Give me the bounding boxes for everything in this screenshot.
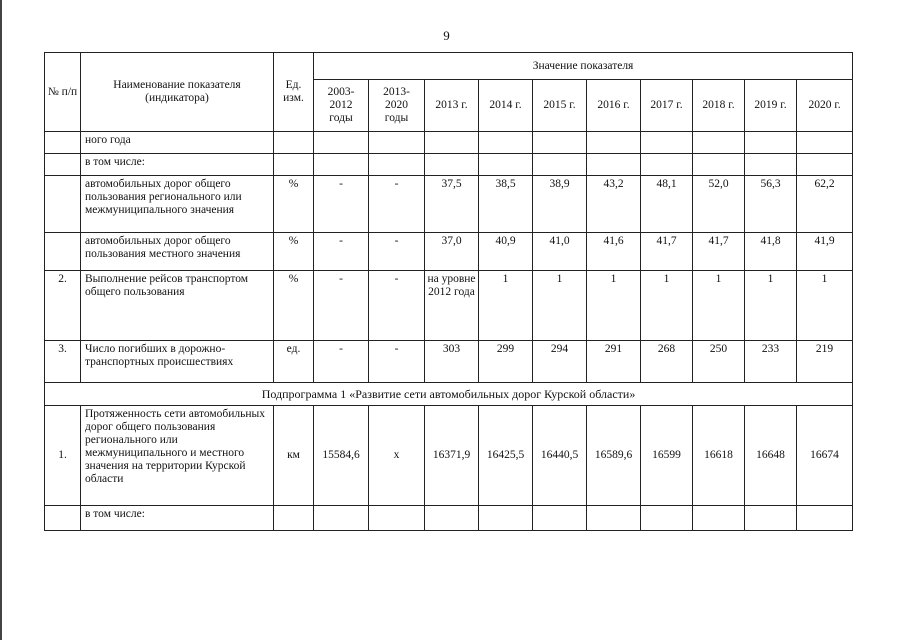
cell-value: 48,1: [641, 176, 693, 233]
cell-value: [533, 132, 587, 154]
col-header-period: 2020 г.: [797, 80, 853, 132]
table-row: [45, 154, 853, 176]
cell-value: [479, 506, 533, 531]
cell-value: 16371,9: [425, 406, 479, 506]
cell-value: 37,5: [425, 176, 479, 233]
cell-value: 62,2: [797, 176, 853, 233]
cell-value: -: [314, 341, 369, 383]
cell-value: 16589,6: [587, 406, 641, 506]
cell-value: -: [369, 271, 425, 341]
col-header-period: 2019 г.: [745, 80, 797, 132]
cell-value: [314, 154, 369, 176]
col-header-group: Значение показателя: [314, 53, 853, 80]
cell-value: [641, 132, 693, 154]
cell-value: [425, 154, 479, 176]
cell-unit: %: [274, 271, 314, 341]
cell-num: [45, 132, 81, 154]
cell-num: 2.: [45, 271, 81, 341]
subprogram-title: Подпрограмма 1 «Развитие сети автомобильных дорог Курской области»: [45, 383, 853, 406]
cell-value: [745, 506, 797, 531]
col-header-name: Наименование показателя (индикатора): [81, 53, 274, 132]
cell-value: 16440,5: [533, 406, 587, 506]
cell-unit: %: [274, 176, 314, 233]
cell-value: 1: [745, 271, 797, 341]
cell-indicator-name: в том числе:: [81, 506, 274, 531]
cell-value: 250: [693, 341, 745, 383]
table-row: [45, 341, 853, 383]
cell-value: [369, 506, 425, 531]
col-header-period: 2003-2012 годы: [314, 80, 369, 132]
cell-value: 1: [479, 271, 533, 341]
cell-value: 43,2: [587, 176, 641, 233]
cell-num: [45, 233, 81, 271]
cell-value: 303: [425, 341, 479, 383]
cell-value: 15584,6: [314, 406, 369, 506]
cell-value: 16648: [745, 406, 797, 506]
col-header-period: 2018 г.: [693, 80, 745, 132]
cell-num: 3.: [45, 341, 81, 383]
table-row: [45, 406, 853, 506]
cell-num: 1.: [45, 406, 81, 506]
cell-indicator-name: Выполнение рейсов транспортом общего пользования: [81, 271, 274, 341]
cell-value: [745, 132, 797, 154]
cell-value: [369, 132, 425, 154]
cell-unit: ед.: [274, 341, 314, 383]
col-header-period: 2013-2020 годы: [369, 80, 425, 132]
cell-value: [797, 154, 853, 176]
cell-value: 52,0: [693, 176, 745, 233]
col-header-period: 2016 г.: [587, 80, 641, 132]
cell-value: -: [314, 176, 369, 233]
cell-value: [693, 154, 745, 176]
cell-value: 41,9: [797, 233, 853, 271]
cell-value: -: [369, 233, 425, 271]
cell-unit: %: [274, 233, 314, 271]
col-header-unit: Ед. изм.: [274, 53, 314, 132]
cell-unit: [274, 506, 314, 531]
cell-value: 291: [587, 341, 641, 383]
cell-value: [587, 506, 641, 531]
cell-value: -: [314, 233, 369, 271]
cell-value: 1: [533, 271, 587, 341]
cell-value: [745, 154, 797, 176]
cell-value: на уровне 2012 года: [425, 271, 479, 341]
cell-value: 38,5: [479, 176, 533, 233]
table-row: [45, 132, 853, 154]
cell-value: 38,9: [533, 176, 587, 233]
cell-value: 219: [797, 341, 853, 383]
indicators-table: [44, 52, 853, 531]
cell-value: 37,0: [425, 233, 479, 271]
cell-indicator-name: автомобильных дорог общего пользования регионального или межмуниципального значения: [81, 176, 274, 233]
cell-value: 233: [745, 341, 797, 383]
table-row: [45, 271, 853, 341]
cell-value: [693, 506, 745, 531]
cell-value: 41,6: [587, 233, 641, 271]
cell-value: 16599: [641, 406, 693, 506]
cell-value: 16425,5: [479, 406, 533, 506]
cell-unit: [274, 132, 314, 154]
col-header-period: 2013 г.: [425, 80, 479, 132]
cell-value: [533, 154, 587, 176]
cell-value: [693, 132, 745, 154]
cell-value: -: [314, 271, 369, 341]
cell-value: 41,8: [745, 233, 797, 271]
col-header-period: 2015 г.: [533, 80, 587, 132]
cell-value: [587, 132, 641, 154]
cell-value: [641, 506, 693, 531]
cell-value: [314, 506, 369, 531]
cell-value: 268: [641, 341, 693, 383]
cell-value: 1: [587, 271, 641, 341]
cell-num: [45, 176, 81, 233]
cell-indicator-name: автомобильных дорог общего пользования местного значения: [81, 233, 274, 271]
cell-value: [797, 132, 853, 154]
cell-value: [314, 132, 369, 154]
cell-unit: [274, 154, 314, 176]
col-header-num: № п/п: [45, 53, 81, 132]
table-row: [45, 176, 853, 233]
cell-unit: км: [274, 406, 314, 506]
cell-value: [479, 132, 533, 154]
col-header-period: 2017 г.: [641, 80, 693, 132]
cell-value: [425, 506, 479, 531]
cell-value: х: [369, 406, 425, 506]
table-row: [45, 233, 853, 271]
cell-indicator-name: ного года: [81, 132, 274, 154]
cell-value: 1: [693, 271, 745, 341]
cell-num: [45, 506, 81, 531]
cell-value: 40,9: [479, 233, 533, 271]
cell-value: -: [369, 341, 425, 383]
table-row: [45, 506, 853, 531]
cell-indicator-name: в том числе:: [81, 154, 274, 176]
cell-value: [797, 506, 853, 531]
cell-indicator-name: Число погибших в дорожно-транспортных происшествиях: [81, 341, 274, 383]
cell-value: 41,7: [641, 233, 693, 271]
page-left-edge: [0, 0, 2, 640]
cell-value: 41,0: [533, 233, 587, 271]
cell-value: [641, 154, 693, 176]
cell-num: [45, 154, 81, 176]
cell-value: [479, 154, 533, 176]
cell-value: 16674: [797, 406, 853, 506]
cell-value: 16618: [693, 406, 745, 506]
cell-value: 1: [641, 271, 693, 341]
cell-value: -: [369, 176, 425, 233]
cell-indicator-name: Протяженность сети автомобильных дорог общего пользования регионального или межмуниципального и местного значения на территории Курской области: [81, 406, 274, 506]
cell-value: [425, 132, 479, 154]
cell-value: 41,7: [693, 233, 745, 271]
cell-value: [587, 154, 641, 176]
cell-value: 294: [533, 341, 587, 383]
cell-value: 1: [797, 271, 853, 341]
cell-value: 56,3: [745, 176, 797, 233]
page-number: 9: [443, 28, 450, 43]
cell-value: [369, 154, 425, 176]
cell-value: 299: [479, 341, 533, 383]
col-header-period: 2014 г.: [479, 80, 533, 132]
cell-value: [533, 506, 587, 531]
